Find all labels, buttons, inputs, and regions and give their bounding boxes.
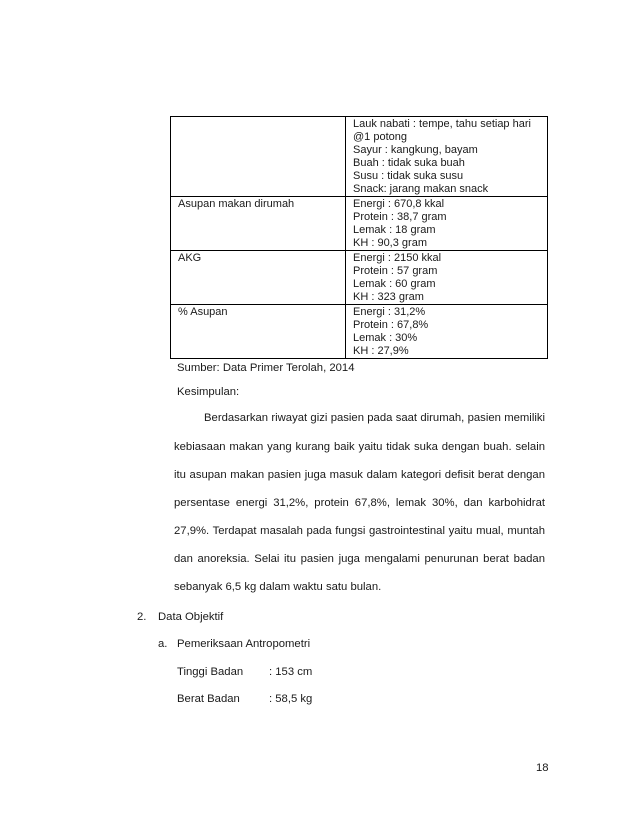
paragraph-line: Berdasarkan riwayat gizi pasien pada saat dirumah, pasien memiliki: [204, 412, 545, 424]
section-number: 2.: [137, 611, 147, 623]
paragraph-line: persentase energi 31,2%, protein 67,8%, lemak 30%, dan karbohidrat: [174, 497, 545, 509]
table-row: [171, 117, 548, 197]
measurement-value-height: : 153 cm: [269, 666, 313, 678]
measurement-label-weight: Berat Badan: [177, 693, 240, 705]
table-cell-values: [346, 117, 548, 197]
table-cell-line: Energi : 670,8 kkal: [353, 198, 445, 210]
measurement-label-height: Tinggi Badan: [177, 666, 244, 678]
table-cell-line: Lauk nabati : tempe, tahu setiap hari: [353, 118, 531, 130]
table-cell-label: Asupan makan dirumah: [171, 197, 346, 251]
table-cell-values: [346, 197, 548, 251]
table-cell-line: Lemak : 18 gram: [353, 224, 436, 236]
table-cell-line: Sayur : kangkung, bayam: [353, 144, 478, 156]
table-cell-line: KH : 27,9%: [353, 345, 409, 357]
table-cell-label: % Asupan: [171, 305, 346, 359]
table-cell-label: [171, 117, 346, 197]
table-cell-line: @1 potong: [353, 131, 407, 143]
intake-table: [170, 116, 548, 359]
table-row: [171, 305, 548, 359]
table-source-note: Sumber: Data Primer Terolah, 2014: [177, 362, 355, 374]
table-row: [171, 197, 548, 251]
paragraph-line: 27,9%. Terdapat masalah pada fungsi gastrointestinal yaitu mual, muntah: [174, 525, 545, 537]
table-cell-line: Susu : tidak suka susu: [353, 170, 464, 182]
paragraph-line: sebanyak 6,5 kg dalam waktu satu bulan.: [174, 581, 382, 593]
table-cell-line: Energi : 31,2%: [353, 306, 426, 318]
subsection-title: Pemeriksaan Antropometri: [177, 638, 311, 650]
table-cell-line: Lemak : 30%: [353, 332, 418, 344]
table-cell-line: Lemak : 60 gram: [353, 278, 436, 290]
table-cell-line: Buah : tidak suka buah: [353, 157, 465, 169]
table-row: [171, 251, 548, 305]
section-title: Data Objektif: [158, 611, 224, 623]
table-cell-line: KH : 323 gram: [353, 291, 424, 303]
table-cell-line: Protein : 38,7 gram: [353, 211, 447, 223]
page-number: 18: [536, 762, 549, 774]
kesimpulan-heading: Kesimpulan:: [177, 386, 240, 398]
table-cell-line: Protein : 67,8%: [353, 319, 429, 331]
subsection-letter: a.: [158, 638, 168, 650]
table-cell-label: AKG: [171, 251, 346, 305]
table-cell-line: KH : 90,3 gram: [353, 237, 427, 249]
paragraph-line: dan anoreksia. Selai itu pasien juga mengalami penurunan berat badan: [174, 553, 545, 565]
measurement-value-weight: : 58,5 kg: [269, 693, 313, 705]
table-cell-line: Energi : 2150 kkal: [353, 252, 442, 264]
paragraph-line: kebiasaan makan yang kurang baik yaitu tidak suka dengan buah. selain: [174, 441, 545, 453]
table-cell-line: Snack: jarang makan snack: [353, 183, 489, 195]
table-cell-values: [346, 251, 548, 305]
table-cell-values: [346, 305, 548, 359]
paragraph-line: itu asupan makan pasien juga masuk dalam kategori defisit berat dengan: [174, 469, 545, 481]
table-cell-line: Protein : 57 gram: [353, 265, 438, 277]
